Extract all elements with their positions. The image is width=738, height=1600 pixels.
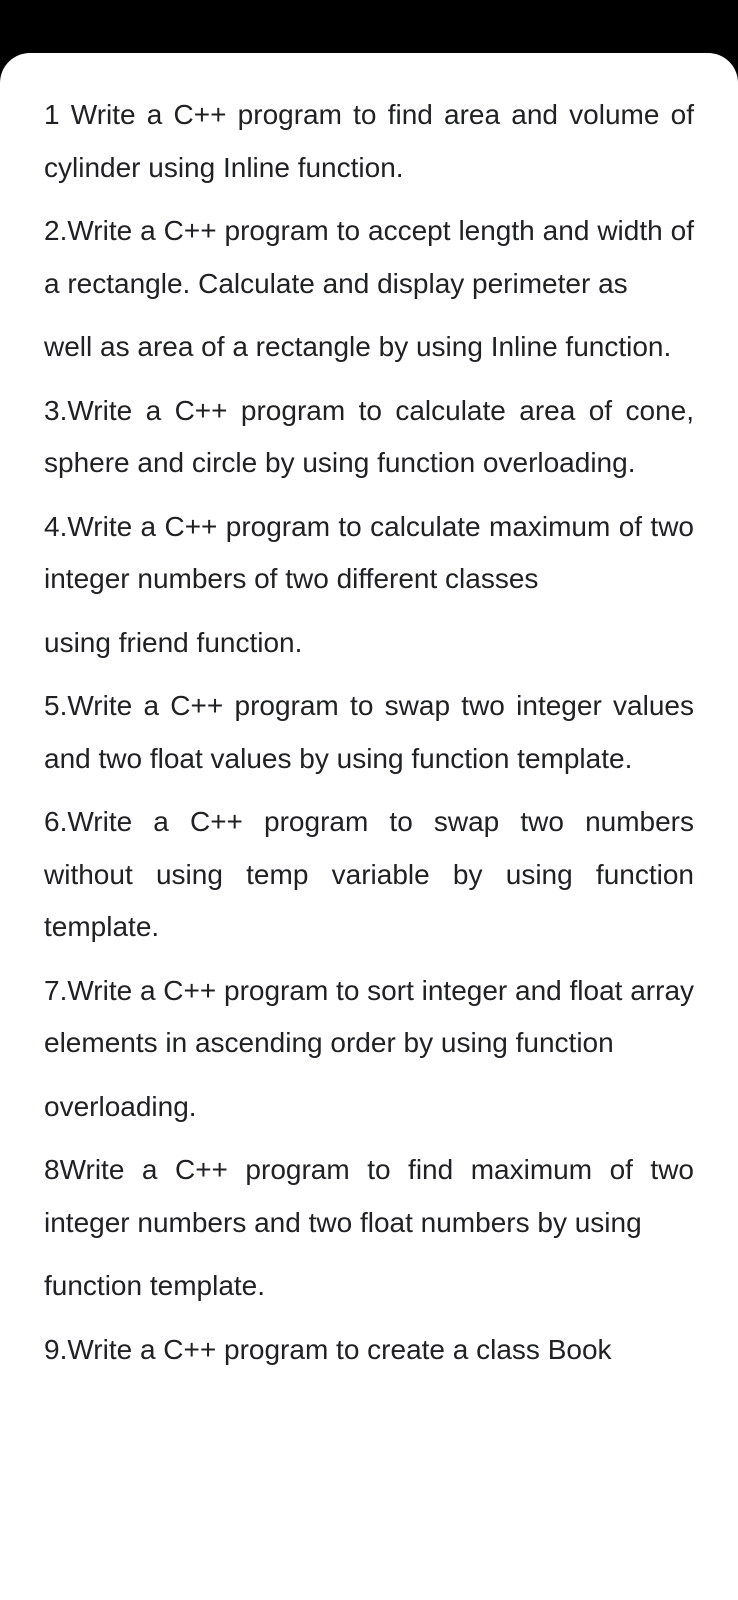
paragraph-8: 6.Write a C++ program to swap two numbers without using temp variable by using function template. bbox=[44, 806, 694, 942]
status-bar bbox=[0, 0, 738, 60]
document-sheet bbox=[0, 53, 738, 1600]
paragraph-2: 2.Write a C++ program to accept length and width of a rectangle. Calculate and display perimeter as bbox=[44, 215, 694, 299]
paragraph-1: 1 Write a C++ program to find area and volume of cylinder using Inline function. bbox=[44, 99, 694, 183]
paragraph-12: function template. bbox=[44, 1270, 266, 1301]
paragraph-11: 8Write a C++ program to find maximum of two integer numbers and two float numbers by using bbox=[44, 1154, 694, 1238]
paragraph-3: well as area of a rectangle by using Inline function. bbox=[44, 331, 672, 362]
paragraph-4: 3.Write a C++ program to calculate area of cone, sphere and circle by using function overloading. bbox=[44, 394, 694, 478]
paragraph-13: 9.Write a C++ program to create a class Book bbox=[44, 1333, 612, 1365]
document-content bbox=[44, 89, 694, 1387]
paragraph-6: using friend function. bbox=[44, 626, 303, 658]
paragraph-7: 5.Write a C++ program to swap two integer values and two float values by using function template. bbox=[44, 690, 694, 774]
paragraph-10: overloading. bbox=[44, 1090, 197, 1122]
paragraph-5: 4.Write a C++ program to calculate maximum of two integer numbers of two different classes bbox=[44, 510, 694, 594]
paragraph-9: 7.Write a C++ program to sort integer and float array elements in ascending order by using function bbox=[44, 974, 695, 1058]
